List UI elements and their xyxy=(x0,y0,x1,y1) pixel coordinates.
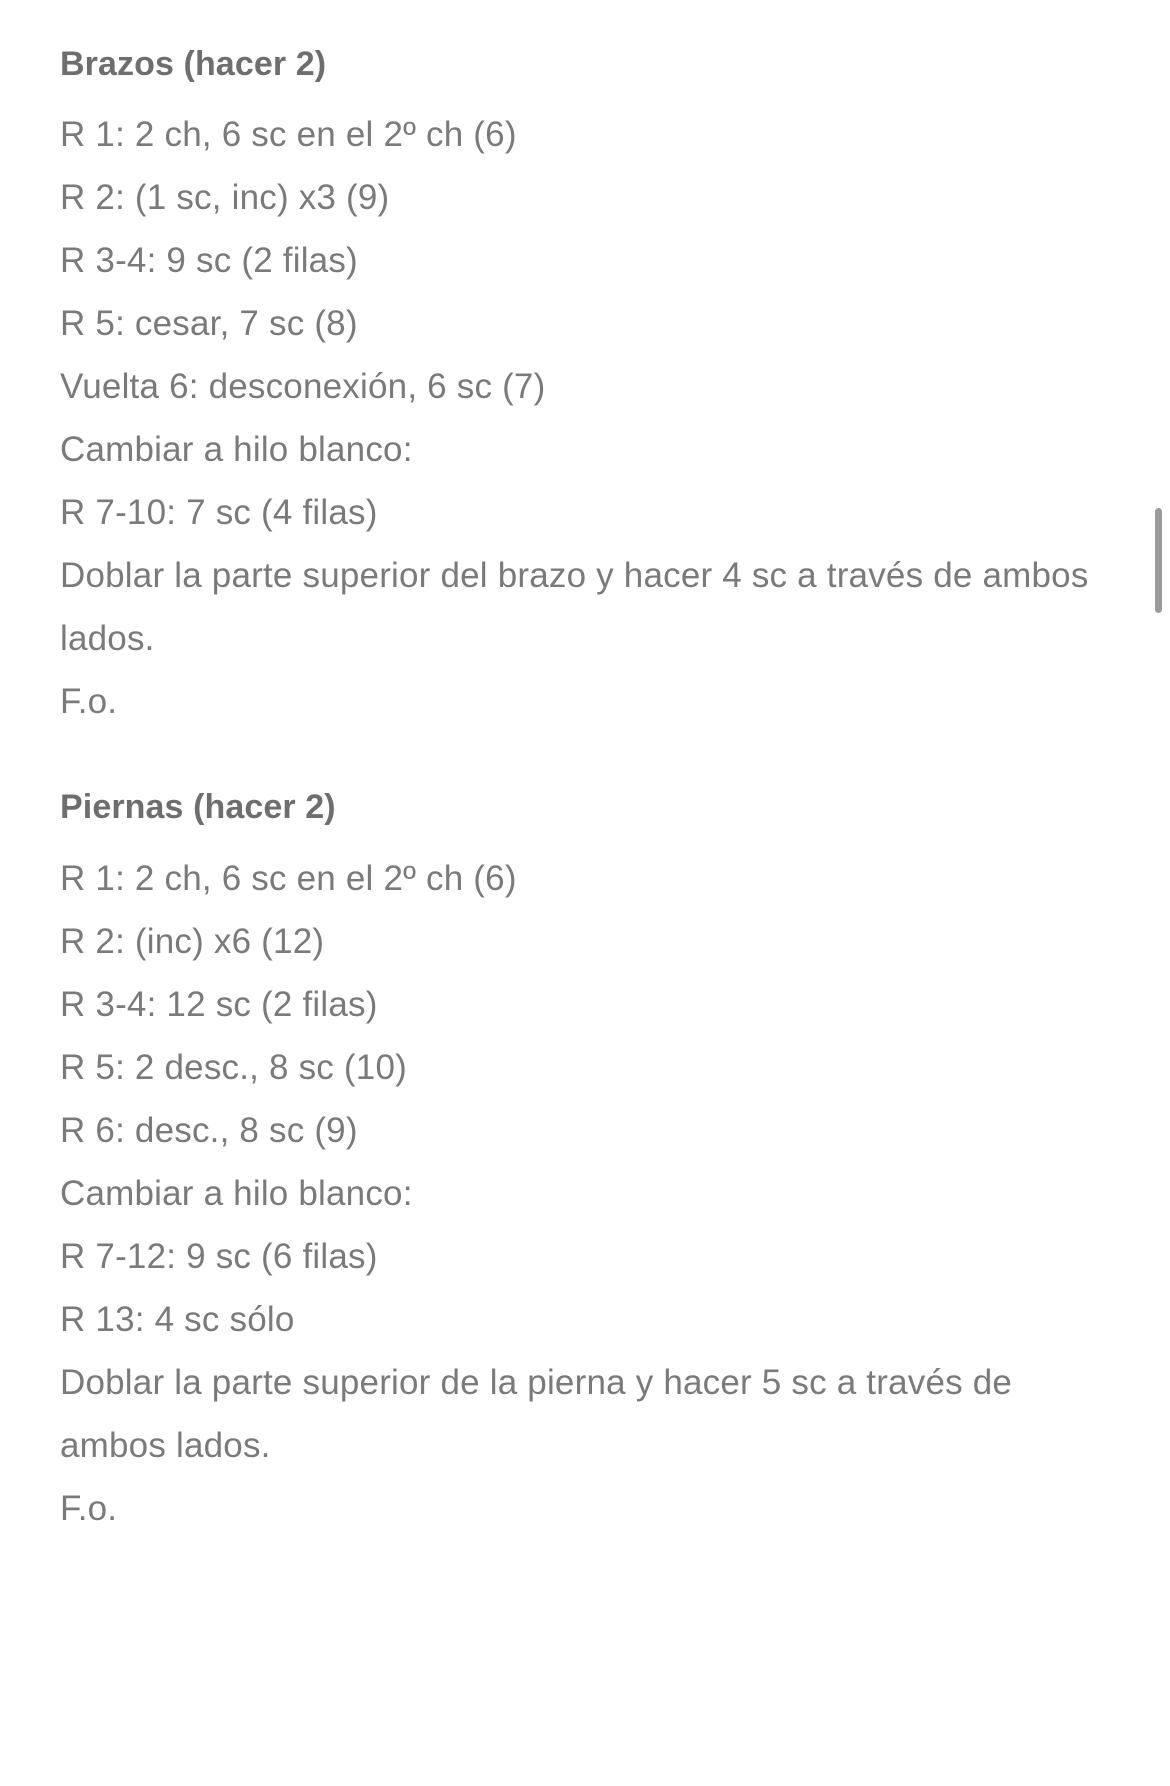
pattern-line: Doblar la parte superior del brazo y hacer 4 sc a través de ambos lados. xyxy=(60,556,1089,659)
scrollbar-track[interactable] xyxy=(1158,0,1166,1786)
pattern-line: F.o. xyxy=(60,1488,118,1528)
pattern-line: R 2: (1 sc, inc) x3 (9) xyxy=(60,178,390,218)
section-title-brazos: Brazos (hacer 2) xyxy=(60,45,327,83)
pattern-line: R 13: 4 sc sólo xyxy=(60,1299,295,1339)
pattern-line: R 2: (inc) x6 (12) xyxy=(60,921,325,961)
pattern-line: R 5: 2 desc., 8 sc (10) xyxy=(60,1047,407,1087)
pattern-line: Cambiar a hilo blanco: xyxy=(60,1173,413,1213)
section-piernas xyxy=(60,783,1110,1539)
section-brazos xyxy=(60,40,1110,733)
pattern-line: R 1: 2 ch, 6 sc en el 2º ch (6) xyxy=(60,858,517,898)
pattern-line: Cambiar a hilo blanco: xyxy=(60,430,413,470)
pattern-line: R 1: 2 ch, 6 sc en el 2º ch (6) xyxy=(60,115,517,155)
pattern-line: Vuelta 6: desconexión, 6 sc (7) xyxy=(60,367,546,407)
section-title-piernas: Piernas (hacer 2) xyxy=(60,788,336,827)
pattern-line: R 7-12: 9 sc (6 filas) xyxy=(60,1236,378,1276)
pattern-line: R 3-4: 9 sc (2 filas) xyxy=(60,241,358,281)
pattern-line: Doblar la parte superior de la pierna y hacer 5 sc a través de ambos lados. xyxy=(60,1362,1013,1465)
pattern-line: R 7-10: 7 sc (4 filas) xyxy=(60,493,378,533)
pattern-line: R 6: desc., 8 sc (9) xyxy=(60,1110,358,1150)
scrollbar-thumb[interactable] xyxy=(1155,508,1162,613)
pattern-line: F.o. xyxy=(60,682,118,722)
pattern-line: R 5: cesar, 7 sc (8) xyxy=(60,304,358,344)
pattern-line: R 3-4: 12 sc (2 filas) xyxy=(60,984,378,1024)
